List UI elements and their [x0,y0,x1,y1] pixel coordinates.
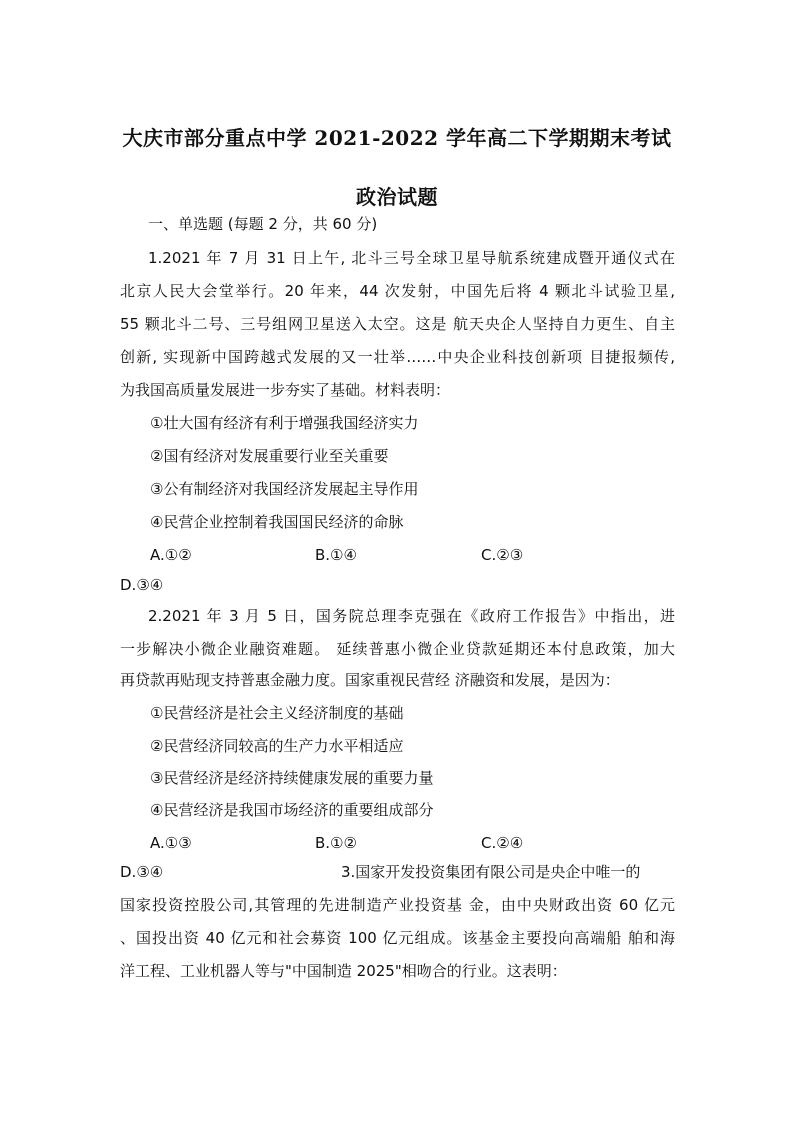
q2-option-b: B.①② [315,834,357,852]
q2-statement: ③民营经济是经济持续健康发展的重要力量 [150,769,434,787]
q3-stem-line: 洋工程、工业机器人等与"中国制造 2025"相吻合的行业。这表明： [120,962,567,980]
q1-stem-line: 1.2021 年 7 月 31 日上午, 北斗三号全球卫星导航系统建成暨开通仪式在 [148,249,675,267]
q3-stem-line: 3.国家开发投资集团有限公司是央企中唯一的 [341,863,641,881]
q2-option-c: C.②④ [481,834,524,852]
q1-statement: ④民营企业控制着我国国民经济的命脉 [150,513,404,531]
exam-subject-title: 政治试题 [356,185,438,209]
q1-statement: ①壮大国有经济有利于增强我国经济实力 [150,414,419,432]
q2-statement: ②民营经济同较高的生产力水平相适应 [150,737,404,755]
q1-stem-line: 55 颗北斗二号、三号组网卫星送入太空。这是 航天央企人坚持自力更生、自主 [120,315,675,333]
q2-stem-line: 2.2021 年 3 月 5 日，国务院总理李克强在《政府工作报告》中指出，进 [148,607,675,625]
exam-title: 大庆市部分重点中学 2021-2022 学年高二下学期期末考试 [122,126,672,150]
q2-statement: ④民营经济是我国市场经济的重要组成部分 [150,801,434,819]
q2-statement: ①民营经济是社会主义经济制度的基础 [150,704,404,722]
q3-stem-line: 、国投出资 40 亿元和社会募资 100 亿元组成。该基金主要投向高端船 舶和海 [120,929,675,947]
q1-stem-line: 创新, 实现新中国跨越式发展的又一壮举……中央企业科技创新项 目捷报频传, [120,348,675,366]
q1-option-d: D.③④ [120,576,164,594]
q2-option-a: A.①③ [150,834,192,852]
q2-stem-line: 再贷款再贴现支持普惠金融力度。国家重视民营经 济融资和发展，是因为： [120,671,620,689]
section-heading: 一、单选题 (每题 2 分，共 60 分) [148,215,378,233]
q1-statement: ③公有制经济对我国经济发展起主导作用 [150,480,419,498]
q1-option-b: B.①④ [315,546,357,564]
q2-stem-line: 一步解决小微企业融资难题。 延续普惠小微企业贷款延期还本付息政策，加大 [120,640,675,658]
q1-stem-line: 为我国高质量发展进一步夯实了基础。材料表明： [120,381,451,399]
q1-stem-line: 北京人民大会堂举行。20 年来，44 次发射，中国先后将 4 颗北斗试验卫星, [120,282,675,300]
q1-statement: ②国有经济对发展重要行业至关重要 [150,447,389,465]
q1-option-a: A.①② [150,546,192,564]
q1-option-c: C.②③ [481,546,524,564]
q2-option-d: D.③④ [120,863,164,881]
q3-stem-line: 国家投资控股公司,其管理的先进制造产业投资基 金，由中央财政出资 60 亿元 [120,896,675,914]
